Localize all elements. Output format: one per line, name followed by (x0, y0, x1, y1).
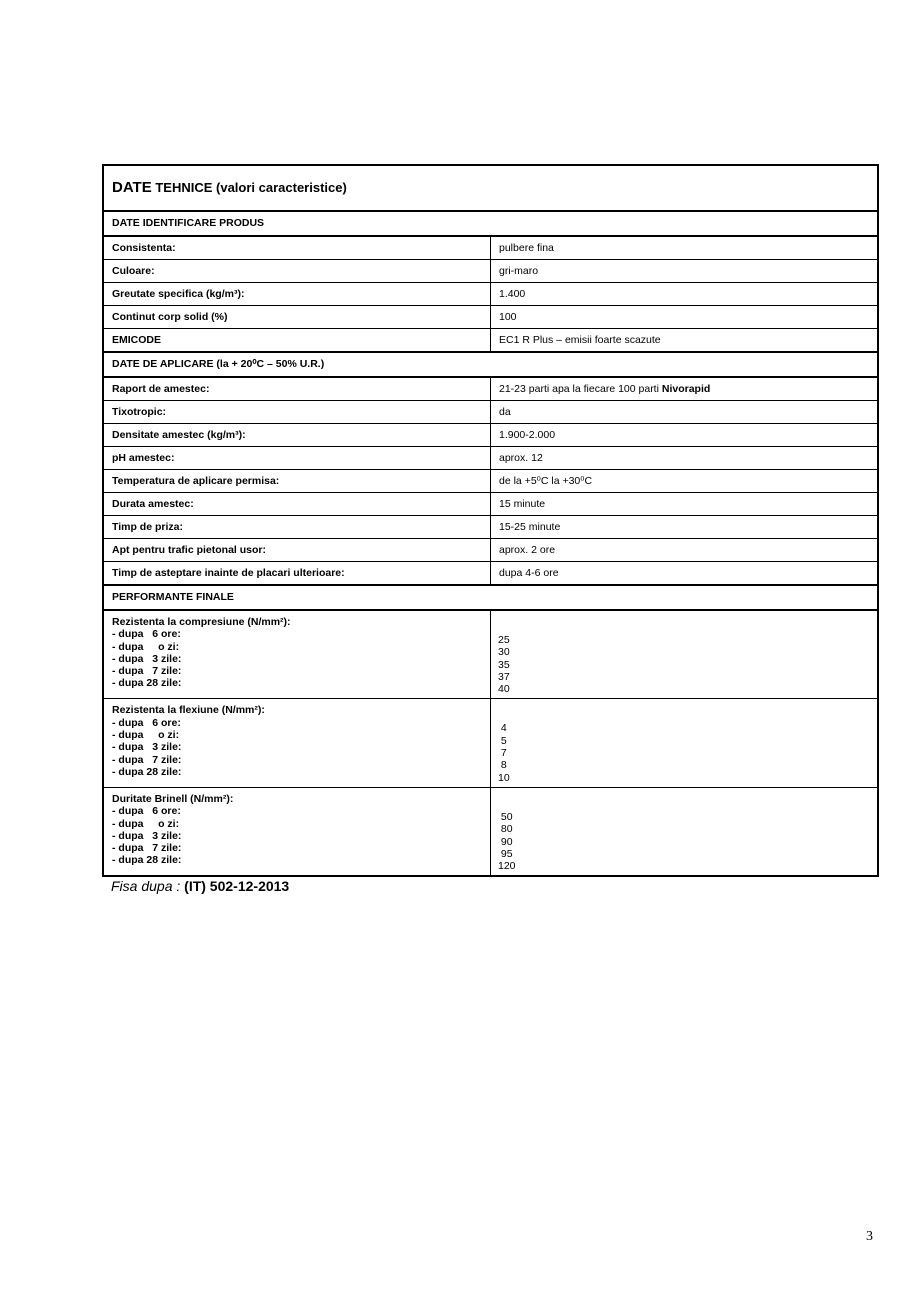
table-row (103, 306, 878, 329)
table-row (103, 699, 878, 787)
period-label: - dupa 7 zile: (112, 842, 182, 855)
row-label: Tixotropic: (103, 401, 491, 424)
period-label: - dupa 6 ore: (112, 628, 181, 641)
value-text: aprox. 2 ore (499, 543, 556, 556)
application-rows (103, 377, 878, 585)
title-rest: TEHNICE (valori caracteristice) (151, 180, 347, 195)
value-text: de la +5⁰C la +30⁰C (499, 474, 593, 487)
row-value (491, 401, 879, 424)
property-name: Duritate Brinell (N/mm²): (112, 792, 234, 805)
table-row (103, 377, 878, 401)
table-row (103, 493, 878, 516)
period-value: 5 (498, 734, 507, 747)
table-row (103, 283, 878, 306)
row-value (491, 493, 879, 516)
row-label (103, 699, 491, 787)
row-label: Timp de priza: (103, 516, 491, 539)
period-value: 8 (498, 759, 507, 772)
period-label: - dupa 28 zile: (112, 854, 182, 867)
period-value: 90 (498, 835, 513, 848)
period-label: - dupa 3 zile: (112, 652, 182, 665)
table-row (103, 329, 878, 353)
row-value (491, 447, 879, 470)
value-text: EC1 R Plus – emisii foarte scazute (499, 333, 661, 346)
identification-rows (103, 236, 878, 352)
value-text: da (499, 405, 511, 418)
period-label: - dupa 6 ore: (112, 716, 181, 729)
period-value: 25 (498, 634, 510, 646)
table-title (103, 165, 878, 211)
row-label: Greutate specifica (kg/m³): (103, 283, 491, 306)
table-row (103, 470, 878, 493)
section-header: DATE DE APLICARE (la + 20⁰C – 50% U.R.) (103, 352, 878, 377)
period-value: 50 (498, 810, 513, 823)
period-label: - dupa o zi: (112, 817, 180, 830)
period-label: - dupa 3 zile: (112, 829, 182, 842)
period-value: 40 (498, 683, 510, 696)
row-label: Raport de amestec: (103, 377, 491, 401)
row-label: Continut corp solid (%) (103, 306, 491, 329)
table-row (103, 447, 878, 470)
period-label: - dupa 6 ore: (112, 805, 181, 818)
row-value (491, 236, 879, 260)
value-text: 100 (499, 310, 517, 323)
performance-rows (103, 610, 878, 876)
period-value: 7 (498, 747, 507, 760)
period-value: 120 (498, 860, 516, 873)
period-value: 80 (498, 823, 513, 836)
row-value (491, 470, 879, 493)
table-row (103, 610, 878, 699)
row-label: Temperatura de aplicare permisa: (103, 470, 491, 493)
page-number: 3 (866, 1229, 873, 1244)
period-value: 37 (498, 670, 510, 683)
period-value: 4 (498, 722, 507, 735)
row-label: pH amestec: (103, 447, 491, 470)
value-text: pulbere fina (499, 241, 554, 254)
value-text: dupa 4-6 ore (499, 566, 559, 579)
technical-data-table (102, 164, 879, 877)
row-label: Apt pentru trafic pietonal usor: (103, 539, 491, 562)
period-label: - dupa 28 zile: (112, 677, 182, 690)
value-text: aprox. 12 (499, 451, 543, 464)
period-label: - dupa 7 zile: (112, 753, 182, 766)
row-label: Culoare: (103, 260, 491, 283)
value-text: 1.400 (499, 287, 526, 300)
value-text: 15-25 minute (499, 520, 561, 533)
period-label: - dupa o zi: (112, 729, 180, 742)
period-value: 30 (498, 646, 510, 659)
product-name: Nivorapid (661, 382, 711, 395)
row-value (491, 260, 879, 283)
footer-reference (111, 878, 879, 895)
row-label (103, 610, 491, 699)
value-text: gri-maro (499, 264, 539, 277)
row-value (491, 306, 879, 329)
property-name: Rezistenta la flexiune (N/mm²): (112, 704, 265, 717)
section-header: DATE IDENTIFICARE PRODUS (103, 211, 878, 236)
row-label: Timp de asteptare inainte de placari ulterioare: (103, 562, 491, 586)
period-label: - dupa 3 zile: (112, 741, 182, 754)
value-text: 21-23 parti apa la fiecare 100 parti (499, 382, 662, 395)
table-row (103, 401, 878, 424)
row-label (103, 787, 491, 876)
period-value: 10 (498, 771, 510, 784)
row-value (491, 424, 879, 447)
row-label: Durata amestec: (103, 493, 491, 516)
footer-code: (IT) 502-12-2013 (184, 878, 290, 895)
row-values (491, 699, 879, 787)
row-label: EMICODE (103, 329, 491, 353)
footer-label: Fisa dupa : (111, 878, 185, 895)
row-values (491, 610, 879, 699)
table-row (103, 424, 878, 447)
row-label: Consistenta: (103, 236, 491, 260)
row-value (491, 562, 879, 586)
row-value (491, 329, 879, 353)
table-row (103, 562, 878, 586)
table-row (103, 236, 878, 260)
period-value: 35 (498, 658, 510, 671)
period-label: - dupa 28 zile: (112, 765, 182, 778)
row-value (491, 283, 879, 306)
period-label: - dupa 7 zile: (112, 665, 182, 678)
table-row (103, 539, 878, 562)
row-value (491, 539, 879, 562)
period-value: 95 (498, 847, 513, 860)
title-main: DATE (112, 179, 152, 196)
document-content (102, 164, 879, 895)
table-row (103, 516, 878, 539)
property-name: Rezistenta la compresiune (N/mm²): (112, 616, 291, 628)
row-label: Densitate amestec (kg/m³): (103, 424, 491, 447)
period-label: - dupa o zi: (112, 640, 180, 653)
section-header: PERFORMANTE FINALE (103, 585, 878, 610)
table-row (103, 787, 878, 876)
row-value (491, 516, 879, 539)
row-value (491, 377, 879, 401)
value-text: 15 minute (499, 497, 546, 510)
value-text: 1.900-2.000 (499, 428, 556, 441)
row-values (491, 787, 879, 876)
table-row (103, 260, 878, 283)
